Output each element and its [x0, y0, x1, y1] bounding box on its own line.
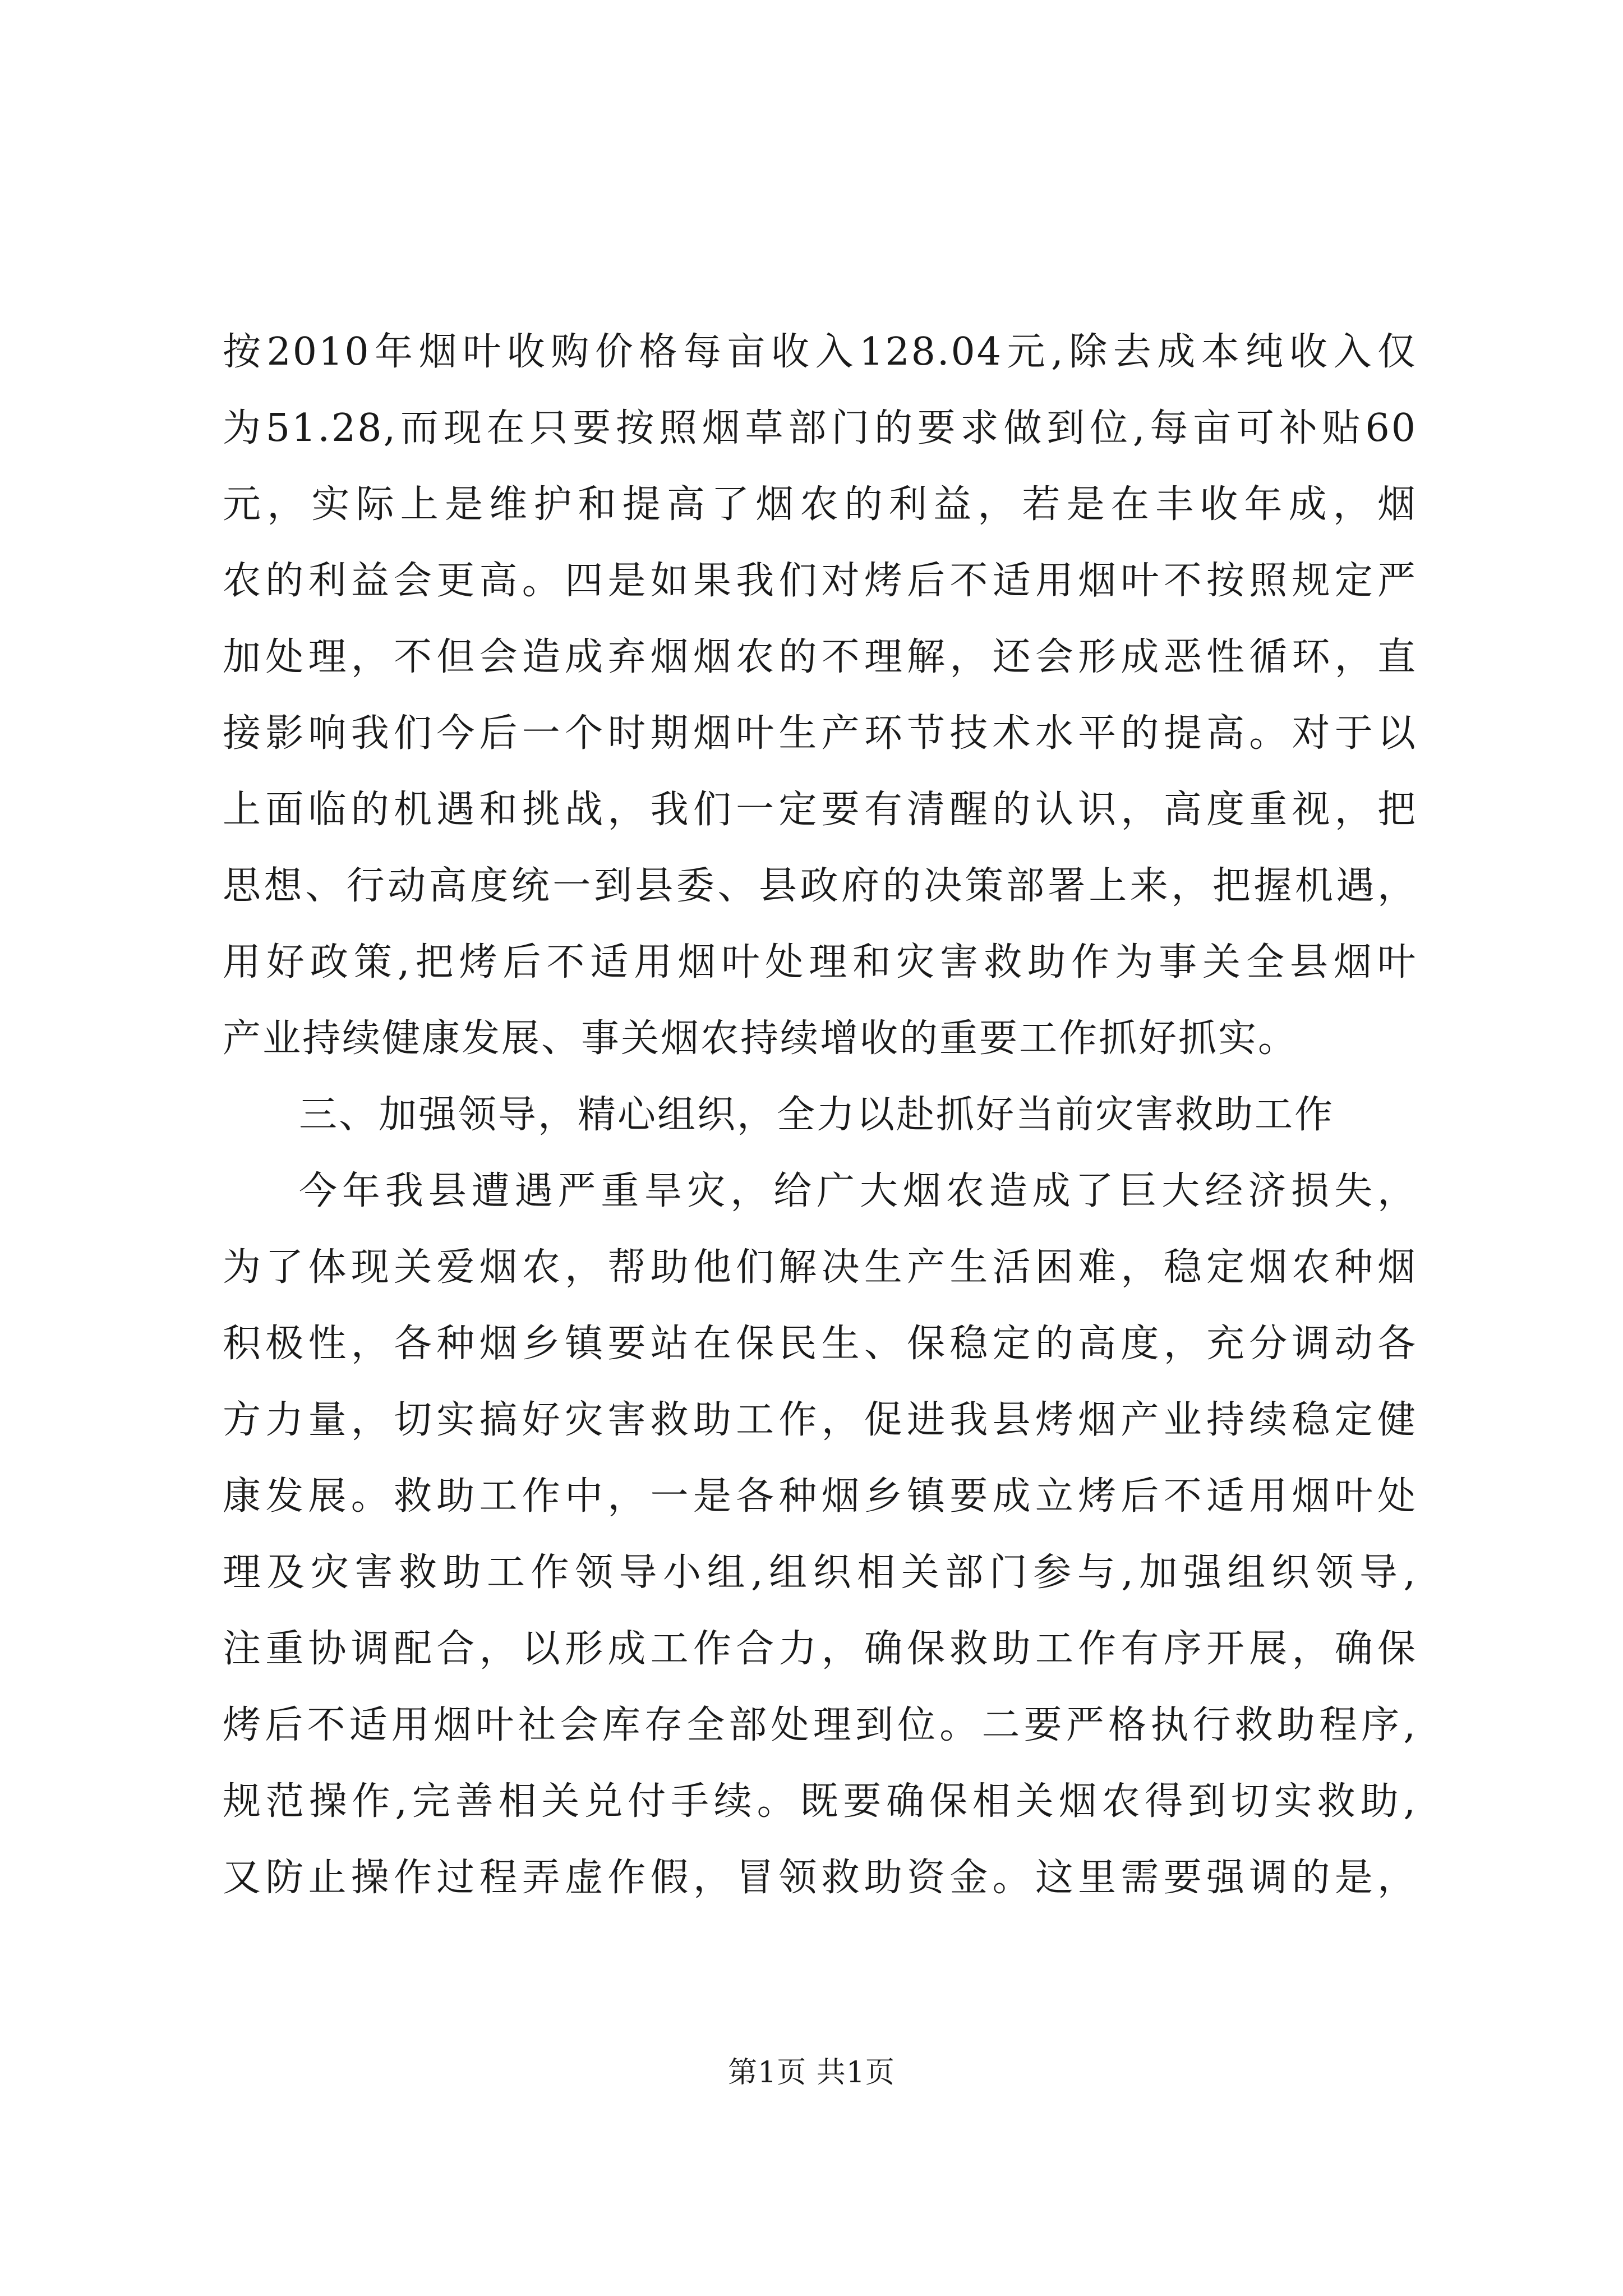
body-text	[223, 314, 1417, 1916]
text-line: 加处理，不但会造成弃烟烟农的不理解，还会形成恶性循环，直	[223, 635, 1417, 679]
text-line: 又防止操作过程弄虚作假，冒领救助资金。这里需要强调的是，	[223, 1856, 1417, 1900]
text-line: 上面临的机遇和挑战，我们一定要有清醒的认识，高度重视，把	[223, 788, 1417, 832]
text-line: 为51.28,而现在只要按照烟草部门的要求做到位,每亩可补贴60	[223, 406, 1417, 450]
text-line: 为了体现关爱烟农，帮助他们解决生产生活困难，稳定烟农种烟	[223, 1245, 1417, 1290]
text-line: 用好政策,把烤后不适用烟叶处理和灾害救助作为事关全县烟叶	[223, 940, 1417, 984]
paragraph-1	[223, 314, 1417, 1077]
text-line: 烤后不适用烟叶社会库存全部处理到位。二要严格执行救助程序,	[223, 1703, 1417, 1747]
page-number: 第1页 共1页	[728, 2056, 895, 2090]
text-line: 注重协调配合，以形成工作合力，确保救助工作有序开展，确保	[223, 1627, 1417, 1671]
text-line: 产业持续健康发展、事关烟农持续增收的重要工作抓好抓实。	[223, 1016, 1298, 1061]
section-heading: 三、加强领导，精心组织，全力以赴抓好当前灾害救助工作	[299, 1093, 1335, 1137]
text-line: 积极性，各种烟乡镇要站在保民生、保稳定的高度，充分调动各	[223, 1322, 1417, 1366]
text-line: 今年我县遭遇严重旱灾，给广大烟农造成了巨大经济损失，	[299, 1169, 1417, 1213]
text-line: 方力量，切实搞好灾害救助工作，促进我县烤烟产业持续稳定健	[223, 1398, 1417, 1442]
text-line: 思想、行动高度统一到县委、县政府的决策部署上来，把握机遇，	[223, 864, 1417, 908]
page-footer	[0, 2053, 1623, 2092]
text-line: 康发展。救助工作中，一是各种烟乡镇要成立烤后不适用烟叶处	[223, 1474, 1417, 1519]
text-line: 规范操作,完善相关兑付手续。既要确保相关烟农得到切实救助,	[223, 1779, 1417, 1824]
text-line: 接影响我们今后一个时期烟叶生产环节技术水平的提高。对于以	[223, 711, 1417, 756]
text-line: 按2010年烟叶收购价格每亩收入128.04元,除去成本纯收入仅	[223, 330, 1417, 374]
paragraph-2	[223, 1153, 1417, 1916]
text-line: 元，实际上是维护和提高了烟农的利益，若是在丰收年成，烟	[223, 482, 1417, 527]
text-line: 理及灾害救助工作领导小组,组织相关部门参与,加强组织领导,	[223, 1550, 1417, 1595]
text-line: 农的利益会更高。四是如果我们对烤后不适用烟叶不按照规定严	[223, 559, 1417, 603]
